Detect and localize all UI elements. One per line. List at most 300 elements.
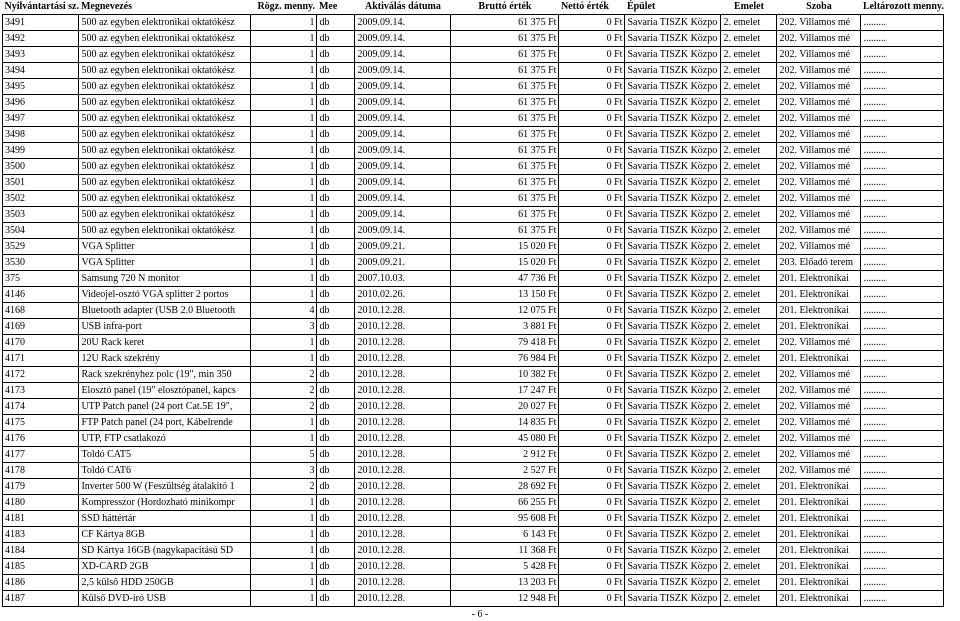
gross-cell: 28 692 Ft — [451, 479, 559, 495]
building-cell: Savaria TISZK Közpo — [625, 447, 721, 463]
name-cell: Kompresszor (Hordozható minikompr — [79, 495, 251, 511]
unit-cell: db — [317, 31, 355, 47]
net-cell: 0 Ft — [559, 159, 625, 175]
qty-cell: 5 — [251, 447, 317, 463]
counted-cell: ......... — [861, 47, 944, 63]
floor-cell: 2. emelet — [721, 495, 777, 511]
date-cell: 2009.09.14. — [355, 95, 451, 111]
floor-cell: 2. emelet — [721, 303, 777, 319]
floor-cell: 2. emelet — [721, 79, 777, 95]
date-cell: 2010.12.28. — [355, 543, 451, 559]
id-cell: 3498 — [3, 127, 79, 143]
room-cell: 201. Elektronikai — [777, 495, 861, 511]
room-cell: 201. Elektronikai — [777, 559, 861, 575]
floor-cell: 2. emelet — [721, 159, 777, 175]
gross-cell: 61 375 Ft — [451, 79, 559, 95]
unit-cell: db — [317, 111, 355, 127]
building-cell: Savaria TISZK Közpo — [625, 175, 721, 191]
building-cell: Savaria TISZK Közpo — [625, 543, 721, 559]
date-cell: 2010.12.28. — [355, 591, 451, 607]
building-cell: Savaria TISZK Közpo — [625, 159, 721, 175]
unit-cell: db — [317, 95, 355, 111]
unit-cell: db — [317, 367, 355, 383]
date-cell: 2009.09.21. — [355, 239, 451, 255]
id-cell: 4179 — [3, 479, 79, 495]
room-cell: 201. Elektronikai — [777, 527, 861, 543]
unit-cell: db — [317, 543, 355, 559]
table-row — [3, 399, 944, 415]
building-cell: Savaria TISZK Közpo — [625, 111, 721, 127]
net-cell: 0 Ft — [559, 479, 625, 495]
name-cell: 500 az egyben elektronikai oktatókész — [79, 191, 251, 207]
room-cell: 202. Villamos mé — [777, 79, 861, 95]
floor-cell: 2. emelet — [721, 127, 777, 143]
name-cell: 500 az egyben elektronikai oktatókész — [79, 15, 251, 31]
building-cell: Savaria TISZK Közpo — [625, 527, 721, 543]
gross-cell: 61 375 Ft — [451, 159, 559, 175]
qty-cell: 1 — [251, 527, 317, 543]
gross-cell: 61 375 Ft — [451, 111, 559, 127]
qty-cell: 1 — [251, 127, 317, 143]
qty-cell: 1 — [251, 207, 317, 223]
room-cell: 201. Elektronikai — [777, 511, 861, 527]
qty-cell: 1 — [251, 543, 317, 559]
table-row — [3, 319, 944, 335]
floor-cell: 2. emelet — [721, 335, 777, 351]
name-cell: Bluetooth adapter (USB 2.0 Bluetooth — [79, 303, 251, 319]
unit-cell: db — [317, 559, 355, 575]
unit-cell: db — [317, 47, 355, 63]
id-cell: 3501 — [3, 175, 79, 191]
date-cell: 2010.12.28. — [355, 383, 451, 399]
building-cell: Savaria TISZK Közpo — [625, 223, 721, 239]
net-cell: 0 Ft — [559, 255, 625, 271]
unit-cell: db — [317, 287, 355, 303]
floor-cell: 2. emelet — [721, 351, 777, 367]
counted-cell: ......... — [861, 303, 944, 319]
header-floor: Emelet — [733, 1, 764, 12]
unit-cell: db — [317, 143, 355, 159]
id-cell: 4185 — [3, 559, 79, 575]
date-cell: 2010.12.28. — [355, 351, 451, 367]
qty-cell: 1 — [251, 191, 317, 207]
table-row — [3, 351, 944, 367]
room-cell: 202. Villamos mé — [777, 95, 861, 111]
net-cell: 0 Ft — [559, 191, 625, 207]
room-cell: 201. Elektronikai — [777, 287, 861, 303]
gross-cell: 76 984 Ft — [451, 351, 559, 367]
gross-cell: 3 881 Ft — [451, 319, 559, 335]
qty-cell: 1 — [251, 511, 317, 527]
building-cell: Savaria TISZK Közpo — [625, 303, 721, 319]
name-cell: 500 az egyben elektronikai oktatókész — [79, 175, 251, 191]
id-cell: 4184 — [3, 543, 79, 559]
room-cell: 202. Villamos mé — [777, 175, 861, 191]
qty-cell: 1 — [251, 239, 317, 255]
floor-cell: 2. emelet — [721, 543, 777, 559]
qty-cell: 1 — [251, 431, 317, 447]
id-cell: 375 — [3, 271, 79, 287]
qty-cell: 1 — [251, 175, 317, 191]
unit-cell: db — [317, 159, 355, 175]
gross-cell: 61 375 Ft — [451, 95, 559, 111]
floor-cell: 2. emelet — [721, 479, 777, 495]
table-row — [3, 127, 944, 143]
gross-cell: 13 150 Ft — [451, 287, 559, 303]
gross-cell: 13 203 Ft — [451, 575, 559, 591]
table-row — [3, 575, 944, 591]
building-cell: Savaria TISZK Közpo — [625, 559, 721, 575]
date-cell: 2010.12.28. — [355, 463, 451, 479]
floor-cell: 2. emelet — [721, 255, 777, 271]
date-cell: 2009.09.14. — [355, 31, 451, 47]
room-cell: 202. Villamos mé — [777, 415, 861, 431]
floor-cell: 2. emelet — [721, 239, 777, 255]
gross-cell: 5 428 Ft — [451, 559, 559, 575]
room-cell: 202. Villamos mé — [777, 399, 861, 415]
id-cell: 4172 — [3, 367, 79, 383]
qty-cell: 1 — [251, 415, 317, 431]
floor-cell: 2. emelet — [721, 223, 777, 239]
name-cell: 500 az egyben elektronikai oktatókész — [79, 111, 251, 127]
name-cell: 500 az egyben elektronikai oktatókész — [79, 31, 251, 47]
room-cell: 202. Villamos mé — [777, 431, 861, 447]
gross-cell: 10 382 Ft — [451, 367, 559, 383]
id-cell: 3496 — [3, 95, 79, 111]
counted-cell: ......... — [861, 447, 944, 463]
table-row — [3, 431, 944, 447]
table-row — [3, 175, 944, 191]
room-cell: 201. Elektronikai — [777, 319, 861, 335]
counted-cell: ......... — [861, 495, 944, 511]
qty-cell: 2 — [251, 399, 317, 415]
unit-cell: db — [317, 175, 355, 191]
table-row — [3, 527, 944, 543]
counted-cell: ......... — [861, 543, 944, 559]
building-cell: Savaria TISZK Közpo — [625, 591, 721, 607]
gross-cell: 61 375 Ft — [451, 175, 559, 191]
id-cell: 3530 — [3, 255, 79, 271]
date-cell: 2010.12.28. — [355, 319, 451, 335]
unit-cell: db — [317, 351, 355, 367]
counted-cell: ......... — [861, 527, 944, 543]
name-cell: XD-CARD 2GB — [79, 559, 251, 575]
building-cell: Savaria TISZK Közpo — [625, 431, 721, 447]
id-cell: 3499 — [3, 143, 79, 159]
id-cell: 3502 — [3, 191, 79, 207]
id-cell: 3492 — [3, 31, 79, 47]
room-cell: 201. Elektronikai — [777, 303, 861, 319]
qty-cell: 1 — [251, 111, 317, 127]
gross-cell: 47 736 Ft — [451, 271, 559, 287]
qty-cell: 1 — [251, 31, 317, 47]
table-row — [3, 223, 944, 239]
unit-cell: db — [317, 63, 355, 79]
qty-cell: 2 — [251, 479, 317, 495]
date-cell: 2009.09.21. — [355, 255, 451, 271]
date-cell: 2009.09.14. — [355, 79, 451, 95]
id-cell: 4183 — [3, 527, 79, 543]
gross-cell: 6 143 Ft — [451, 527, 559, 543]
name-cell: 500 az egyben elektronikai oktatókész — [79, 79, 251, 95]
id-cell: 3495 — [3, 79, 79, 95]
unit-cell: db — [317, 335, 355, 351]
net-cell: 0 Ft — [559, 351, 625, 367]
date-cell: 2010.12.28. — [355, 335, 451, 351]
gross-cell: 61 375 Ft — [451, 223, 559, 239]
net-cell: 0 Ft — [559, 303, 625, 319]
unit-cell: db — [317, 479, 355, 495]
building-cell: Savaria TISZK Közpo — [625, 319, 721, 335]
id-cell: 4175 — [3, 415, 79, 431]
unit-cell: db — [317, 399, 355, 415]
table-row — [3, 239, 944, 255]
gross-cell: 2 912 Ft — [451, 447, 559, 463]
floor-cell: 2. emelet — [721, 175, 777, 191]
room-cell: 201. Elektronikai — [777, 543, 861, 559]
room-cell: 202. Villamos mé — [777, 463, 861, 479]
net-cell: 0 Ft — [559, 367, 625, 383]
floor-cell: 2. emelet — [721, 191, 777, 207]
unit-cell: db — [317, 415, 355, 431]
counted-cell: ......... — [861, 175, 944, 191]
net-cell: 0 Ft — [559, 207, 625, 223]
building-cell: Savaria TISZK Közpo — [625, 287, 721, 303]
qty-cell: 4 — [251, 303, 317, 319]
date-cell: 2009.09.14. — [355, 111, 451, 127]
page-number: - 6 - — [471, 609, 489, 620]
gross-cell: 61 375 Ft — [451, 127, 559, 143]
name-cell: VGA Splitter — [79, 255, 251, 271]
counted-cell: ......... — [861, 271, 944, 287]
date-cell: 2009.09.14. — [355, 159, 451, 175]
qty-cell: 1 — [251, 47, 317, 63]
building-cell: Savaria TISZK Közpo — [625, 63, 721, 79]
net-cell: 0 Ft — [559, 287, 625, 303]
name-cell: Toldó CAT6 — [79, 463, 251, 479]
qty-cell: 1 — [251, 79, 317, 95]
floor-cell: 2. emelet — [721, 367, 777, 383]
net-cell: 0 Ft — [559, 399, 625, 415]
date-cell: 2010.02.26. — [355, 287, 451, 303]
building-cell: Savaria TISZK Közpo — [625, 239, 721, 255]
date-cell: 2010.12.28. — [355, 367, 451, 383]
header-net: Nettó érték — [560, 1, 609, 12]
header-qty: Rögz. menny. — [257, 1, 315, 12]
building-cell: Savaria TISZK Közpo — [625, 47, 721, 63]
floor-cell: 2. emelet — [721, 399, 777, 415]
name-cell: 500 az egyben elektronikai oktatókész — [79, 159, 251, 175]
building-cell: Savaria TISZK Közpo — [625, 191, 721, 207]
id-cell: 3504 — [3, 223, 79, 239]
counted-cell: ......... — [861, 255, 944, 271]
date-cell: 2009.09.14. — [355, 47, 451, 63]
unit-cell: db — [317, 383, 355, 399]
name-cell: USB infra-port — [79, 319, 251, 335]
floor-cell: 2. emelet — [721, 559, 777, 575]
room-cell: 201. Elektronikai — [777, 591, 861, 607]
net-cell: 0 Ft — [559, 463, 625, 479]
table-row — [3, 31, 944, 47]
net-cell: 0 Ft — [559, 223, 625, 239]
table-row — [3, 191, 944, 207]
net-cell: 0 Ft — [559, 143, 625, 159]
name-cell: 500 az egyben elektronikai oktatókész — [79, 223, 251, 239]
counted-cell: ......... — [861, 367, 944, 383]
table-row — [3, 143, 944, 159]
date-cell: 2010.12.28. — [355, 511, 451, 527]
table-row — [3, 47, 944, 63]
id-cell: 4187 — [3, 591, 79, 607]
id-cell: 4173 — [3, 383, 79, 399]
id-cell: 3500 — [3, 159, 79, 175]
table-row — [3, 255, 944, 271]
table-row — [3, 415, 944, 431]
qty-cell: 1 — [251, 287, 317, 303]
floor-cell: 2. emelet — [721, 463, 777, 479]
id-cell: 4176 — [3, 431, 79, 447]
room-cell: 202. Villamos mé — [777, 383, 861, 399]
gross-cell: 12 948 Ft — [451, 591, 559, 607]
unit-cell: db — [317, 495, 355, 511]
room-cell: 202. Villamos mé — [777, 127, 861, 143]
net-cell: 0 Ft — [559, 31, 625, 47]
id-cell: 3491 — [3, 15, 79, 31]
table-row — [3, 303, 944, 319]
qty-cell: 1 — [251, 591, 317, 607]
date-cell: 2009.09.14. — [355, 223, 451, 239]
unit-cell: db — [317, 79, 355, 95]
id-cell: 3494 — [3, 63, 79, 79]
table-row — [3, 495, 944, 511]
unit-cell: db — [317, 431, 355, 447]
building-cell: Savaria TISZK Közpo — [625, 367, 721, 383]
gross-cell: 79 418 Ft — [451, 335, 559, 351]
inventory-table — [2, 0, 944, 607]
room-cell: 203. Előadó terem — [777, 255, 861, 271]
date-cell: 2007.10.03. — [355, 271, 451, 287]
header-counted: Leltározott menny. — [862, 1, 944, 12]
date-cell: 2009.09.14. — [355, 143, 451, 159]
table-row — [3, 463, 944, 479]
name-cell: Videojel-osztó VGA splitter 2 portos — [79, 287, 251, 303]
building-cell: Savaria TISZK Közpo — [625, 495, 721, 511]
counted-cell: ......... — [861, 143, 944, 159]
qty-cell: 1 — [251, 271, 317, 287]
gross-cell: 61 375 Ft — [451, 15, 559, 31]
net-cell: 0 Ft — [559, 447, 625, 463]
table-row — [3, 335, 944, 351]
unit-cell: db — [317, 511, 355, 527]
id-cell: 3529 — [3, 239, 79, 255]
unit-cell: db — [317, 255, 355, 271]
room-cell: 202. Villamos mé — [777, 15, 861, 31]
header-building: Épület — [626, 1, 656, 12]
counted-cell: ......... — [861, 79, 944, 95]
qty-cell: 1 — [251, 159, 317, 175]
floor-cell: 2. emelet — [721, 575, 777, 591]
gross-cell: 2 527 Ft — [451, 463, 559, 479]
qty-cell: 1 — [251, 63, 317, 79]
net-cell: 0 Ft — [559, 431, 625, 447]
net-cell: 0 Ft — [559, 271, 625, 287]
name-cell: SSD háttértár — [79, 511, 251, 527]
qty-cell: 1 — [251, 575, 317, 591]
date-cell: 2010.12.28. — [355, 575, 451, 591]
qty-cell: 3 — [251, 319, 317, 335]
name-cell: 500 az egyben elektronikai oktatókész — [79, 207, 251, 223]
gross-cell: 61 375 Ft — [451, 143, 559, 159]
name-cell: UTP, FTP csatlakozó — [79, 431, 251, 447]
qty-cell: 2 — [251, 383, 317, 399]
net-cell: 0 Ft — [559, 127, 625, 143]
id-cell: 4186 — [3, 575, 79, 591]
floor-cell: 2. emelet — [721, 447, 777, 463]
building-cell: Savaria TISZK Közpo — [625, 351, 721, 367]
building-cell: Savaria TISZK Közpo — [625, 335, 721, 351]
name-cell: SD Kártya 16GB (nagykapacitású SD — [79, 543, 251, 559]
counted-cell: ......... — [861, 31, 944, 47]
name-cell: VGA Splitter — [79, 239, 251, 255]
building-cell: Savaria TISZK Közpo — [625, 399, 721, 415]
floor-cell: 2. emelet — [721, 143, 777, 159]
date-cell: 2009.09.14. — [355, 191, 451, 207]
floor-cell: 2. emelet — [721, 415, 777, 431]
qty-cell: 1 — [251, 351, 317, 367]
room-cell: 201. Elektronikai — [777, 575, 861, 591]
date-cell: 2010.12.28. — [355, 431, 451, 447]
name-cell: Samsung 720 N monitor — [79, 271, 251, 287]
net-cell: 0 Ft — [559, 527, 625, 543]
counted-cell: ......... — [861, 463, 944, 479]
building-cell: Savaria TISZK Közpo — [625, 15, 721, 31]
name-cell: UTP Patch panel (24 port Cat.5E 19", — [79, 399, 251, 415]
table-row — [3, 447, 944, 463]
gross-cell: 11 368 Ft — [451, 543, 559, 559]
unit-cell: db — [317, 463, 355, 479]
counted-cell: ......... — [861, 207, 944, 223]
name-cell: 500 az egyben elektronikai oktatókész — [79, 143, 251, 159]
qty-cell: 1 — [251, 495, 317, 511]
name-cell: 500 az egyben elektronikai oktatókész — [79, 95, 251, 111]
net-cell: 0 Ft — [559, 111, 625, 127]
gross-cell: 66 255 Ft — [451, 495, 559, 511]
unit-cell: db — [317, 207, 355, 223]
name-cell: 500 az egyben elektronikai oktatókész — [79, 63, 251, 79]
name-cell: Elosztó panel (19" elosztópanel, kapcs — [79, 383, 251, 399]
room-cell: 202. Villamos mé — [777, 111, 861, 127]
name-cell: Külső DVD-író USB — [79, 591, 251, 607]
gross-cell: 12 075 Ft — [451, 303, 559, 319]
counted-cell: ......... — [861, 575, 944, 591]
qty-cell: 1 — [251, 143, 317, 159]
room-cell: 202. Villamos mé — [777, 239, 861, 255]
net-cell: 0 Ft — [559, 559, 625, 575]
counted-cell: ......... — [861, 239, 944, 255]
counted-cell: ......... — [861, 15, 944, 31]
gross-cell: 61 375 Ft — [451, 207, 559, 223]
date-cell: 2009.09.14. — [355, 175, 451, 191]
room-cell: 201. Elektronikai — [777, 351, 861, 367]
building-cell: Savaria TISZK Közpo — [625, 255, 721, 271]
floor-cell: 2. emelet — [721, 319, 777, 335]
gross-cell: 20 027 Ft — [451, 399, 559, 415]
building-cell: Savaria TISZK Közpo — [625, 31, 721, 47]
room-cell: 202. Villamos mé — [777, 191, 861, 207]
table-row — [3, 95, 944, 111]
unit-cell: db — [317, 447, 355, 463]
qty-cell: 1 — [251, 15, 317, 31]
